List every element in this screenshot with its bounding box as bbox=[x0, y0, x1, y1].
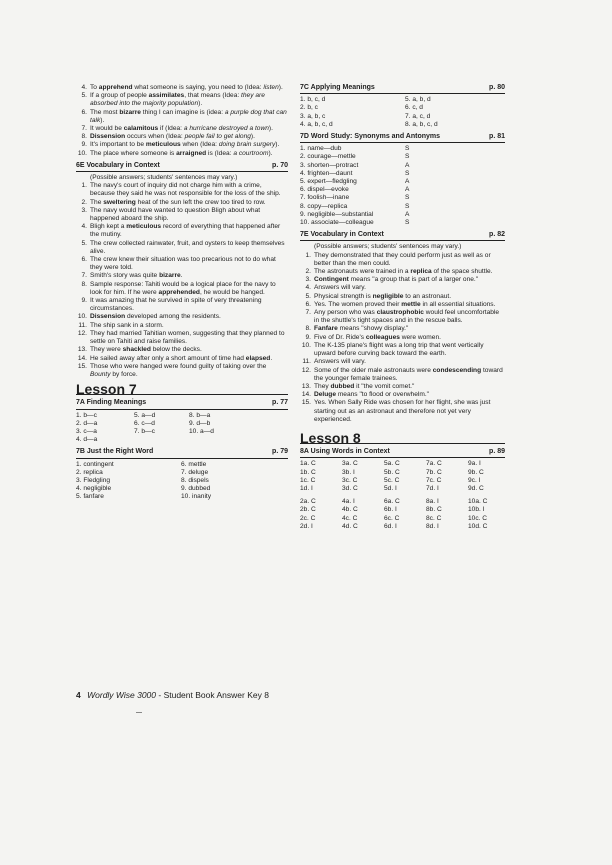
item-text: Answers will vary. bbox=[314, 284, 366, 292]
page-number: 4 bbox=[76, 690, 81, 700]
section-title: 6E Vocabulary in Context bbox=[76, 161, 160, 169]
table-cell: 1. name—dub bbox=[300, 145, 342, 153]
table-cell: 4. negligible bbox=[76, 485, 112, 493]
table-cell: 4d. C bbox=[342, 522, 358, 530]
list-item bbox=[76, 199, 288, 207]
item-number: 2. bbox=[81, 198, 87, 206]
item-number: 11. bbox=[78, 321, 87, 329]
table-cell: 5c. C bbox=[384, 476, 400, 484]
item-text: Yes. When Sally Ride was chosen for her flight, she was just starting out as an astronaut and therefore not yet very experienced. bbox=[314, 399, 491, 423]
section-note: (Possible answers; students' sentences may vary.) bbox=[314, 243, 462, 251]
table-cell: 7. a, c, d bbox=[405, 112, 431, 120]
section-7e-list bbox=[300, 252, 505, 424]
table-cell: S bbox=[405, 219, 410, 227]
item-text: Deluge means "to flood or overwhelm." bbox=[314, 391, 429, 399]
table-cell: 9b. C bbox=[468, 468, 484, 476]
table-cell: 1a. C bbox=[300, 460, 316, 468]
item-number: 1. bbox=[81, 182, 87, 190]
table-cell: A bbox=[405, 186, 410, 194]
table-cell: 7. foolish—inane bbox=[300, 194, 350, 202]
table-row bbox=[300, 178, 425, 186]
table-row bbox=[76, 469, 261, 477]
item-number: 9. bbox=[305, 333, 311, 341]
section-7d-header bbox=[300, 133, 505, 143]
table-row bbox=[76, 477, 261, 485]
section-title: 8A Using Words in Context bbox=[300, 448, 390, 456]
section-title: 7B Just the Right Word bbox=[76, 448, 154, 456]
table-cell: 7d. I bbox=[426, 484, 439, 492]
item-text: It would be calamitous if (Idea: a hurricane destroyed a town). bbox=[90, 125, 273, 133]
book-title: Wordly Wise 3000 bbox=[87, 690, 157, 700]
item-text: The navy's court of inquiry did not charge him with a crime, because they said he was not responsible for the loss of the ship. bbox=[90, 182, 281, 198]
table-row bbox=[300, 145, 425, 153]
table-cell: 2. b, c bbox=[300, 104, 318, 112]
table-row bbox=[300, 113, 485, 121]
table-cell: S bbox=[405, 145, 410, 153]
table-cell: 6. mettle bbox=[181, 460, 207, 468]
list-item bbox=[76, 313, 288, 321]
item-number: 10. bbox=[77, 313, 87, 321]
table-row bbox=[300, 121, 485, 129]
table-cell: S bbox=[405, 153, 410, 161]
table-row bbox=[300, 219, 425, 227]
item-number: 2. bbox=[305, 268, 311, 276]
item-number: 12. bbox=[301, 366, 311, 374]
section-7e-header bbox=[300, 231, 505, 241]
table-row bbox=[76, 420, 239, 428]
list-item bbox=[76, 92, 288, 108]
list-item bbox=[76, 84, 288, 92]
table-row bbox=[300, 170, 425, 178]
footer-subtitle: - Student Book Answer Key 8 bbox=[156, 690, 269, 700]
table-cell: 3. c—a bbox=[76, 427, 97, 435]
table-cell: 1b. C bbox=[300, 468, 316, 476]
page-footer bbox=[76, 690, 269, 700]
item-number: 9. bbox=[81, 141, 87, 149]
item-text: Sample response: Tahiti would be a logical place for the navy to look for him. If he were apprehended, he would be hanged. bbox=[90, 280, 276, 296]
list-item bbox=[300, 276, 505, 284]
table-cell: 10d. C bbox=[468, 522, 488, 530]
item-number: 6. bbox=[81, 108, 87, 116]
section-page: p. 79 bbox=[272, 448, 288, 456]
item-number: 13. bbox=[301, 382, 311, 390]
table-cell: 3c. C bbox=[342, 476, 358, 484]
table-cell: 7b. C bbox=[426, 468, 442, 476]
table-cell: 7a. C bbox=[426, 460, 442, 468]
item-text: Bligh kept a meticulous record of everything that happened after the mutiny. bbox=[90, 223, 281, 239]
item-text: Dissension occurs when (Idea: people fail to get along). bbox=[90, 133, 255, 141]
section-8a-answers bbox=[300, 460, 502, 531]
table-row bbox=[76, 412, 239, 420]
item-number: 6. bbox=[81, 256, 87, 264]
list-item bbox=[300, 325, 505, 333]
table-cell: 1d. I bbox=[300, 484, 313, 492]
section-title: 7E Vocabulary in Context bbox=[300, 231, 384, 239]
table-cell: 8. a, b, c, d bbox=[405, 120, 438, 128]
table-cell: 3b. I bbox=[342, 468, 355, 476]
table-cell: 8d. I bbox=[426, 522, 439, 530]
item-number: 7. bbox=[81, 272, 87, 280]
table-row bbox=[300, 506, 502, 514]
table-cell: 9c. I bbox=[468, 476, 481, 484]
table-cell: 10b. I bbox=[468, 506, 485, 514]
table-cell: S bbox=[405, 169, 410, 177]
section-title: 7D Word Study: Synonyms and Antonyms bbox=[300, 133, 441, 141]
item-number: 13. bbox=[77, 346, 87, 354]
table-row bbox=[300, 485, 502, 493]
list-item bbox=[300, 367, 505, 383]
item-number: 7. bbox=[81, 125, 87, 133]
item-number: 3. bbox=[81, 206, 87, 214]
table-cell: 3a. C bbox=[342, 460, 358, 468]
table-cell: 5d. I bbox=[384, 484, 397, 492]
item-text: The K-135 plane's flight was a long trip that went vertically upward before curving back toward the earth. bbox=[314, 341, 484, 358]
table-cell: 4. d—a bbox=[76, 436, 98, 444]
item-text: They were shackled below the decks. bbox=[90, 346, 202, 354]
section-page: p. 77 bbox=[272, 399, 288, 407]
table-cell: 4b. C bbox=[342, 506, 358, 514]
table-cell: A bbox=[405, 210, 410, 218]
right-column bbox=[300, 84, 505, 531]
section-6e-header bbox=[76, 162, 288, 172]
item-text: He sailed away after only a short amount of time had elapsed. bbox=[90, 354, 273, 362]
item-text: Fanfare means "showy display." bbox=[314, 325, 409, 333]
table-cell: A bbox=[405, 161, 410, 169]
item-text: The place where someone is arraigned is (Idea: a courtroom). bbox=[90, 149, 273, 157]
table-cell: 1c. C bbox=[300, 476, 316, 484]
item-number: 1. bbox=[305, 251, 311, 259]
table-cell: 5. expert—fledgling bbox=[300, 178, 357, 186]
item-number: 4. bbox=[305, 284, 311, 292]
list-item bbox=[76, 125, 288, 133]
item-text: The crew collected rainwater, fruit, and oysters to keep themselves alive. bbox=[90, 239, 285, 255]
table-cell: 2. replica bbox=[76, 468, 103, 476]
item-text: Yes. The women proved their mettle in all essential situations. bbox=[314, 300, 496, 308]
item-number: 4. bbox=[81, 84, 87, 91]
table-cell: 5. a—d bbox=[134, 411, 156, 419]
list-item bbox=[76, 297, 288, 313]
lesson-7-title: Lesson 7 bbox=[76, 385, 288, 395]
table-cell: 10c. C bbox=[468, 514, 488, 522]
table-cell: 6a. C bbox=[384, 498, 400, 506]
table-cell: 7. b—c bbox=[134, 427, 155, 435]
table-cell: 2c. C bbox=[300, 514, 316, 522]
section-page: p. 80 bbox=[489, 84, 505, 91]
list-item bbox=[300, 391, 505, 399]
list-item bbox=[76, 363, 288, 379]
table-cell: 10. associate—colleague bbox=[300, 219, 374, 227]
item-text: Answers will vary. bbox=[314, 358, 366, 366]
item-text: Those who were hanged were found guilty of taking over the Bounty by force. bbox=[90, 362, 267, 378]
table-cell: 8. copy—replica bbox=[300, 202, 348, 210]
table-cell: 6. dispel—evoke bbox=[300, 186, 349, 194]
table-cell: 7. deluge bbox=[181, 468, 209, 476]
item-text: They had married Tahitian women, suggesting that they planned to settle on Tahiti and raise families. bbox=[90, 329, 285, 346]
list-item bbox=[76, 133, 288, 141]
section-7a-header bbox=[76, 399, 288, 409]
table-cell: 5. a, b, d bbox=[405, 96, 431, 104]
item-number: 10. bbox=[77, 149, 87, 157]
list-item bbox=[300, 268, 505, 276]
list-item bbox=[300, 252, 505, 268]
table-row bbox=[300, 498, 502, 506]
table-cell: 8a. I bbox=[426, 498, 439, 506]
item-number: 3. bbox=[305, 276, 311, 284]
list-item bbox=[76, 281, 288, 297]
table-row bbox=[300, 515, 502, 523]
list-item bbox=[76, 207, 288, 223]
table-cell bbox=[189, 436, 239, 444]
table-row bbox=[300, 211, 425, 219]
table-row bbox=[300, 203, 425, 211]
section-page: p. 82 bbox=[489, 231, 505, 239]
table-cell: S bbox=[405, 202, 410, 210]
table-row bbox=[300, 460, 502, 468]
list-item bbox=[300, 399, 505, 424]
section-page: p. 81 bbox=[489, 133, 505, 141]
table-cell: 6. c—d bbox=[134, 419, 155, 427]
table-row bbox=[300, 477, 502, 485]
table-row bbox=[300, 194, 425, 202]
table-cell: 4c. C bbox=[342, 514, 358, 522]
table-cell: 5b. C bbox=[384, 468, 400, 476]
section-7a-answers bbox=[76, 412, 239, 445]
table-cell: 8. b—a bbox=[189, 411, 211, 419]
item-text: Five of Dr. Ride's colleagues were women. bbox=[314, 333, 441, 341]
table-cell: 5a. C bbox=[384, 460, 400, 468]
table-cell: 10. inanity bbox=[181, 493, 212, 501]
item-number: 7. bbox=[305, 309, 311, 317]
section-7b-answers bbox=[76, 461, 261, 502]
lesson6-d-list bbox=[76, 84, 288, 158]
section-7c-header bbox=[300, 84, 505, 94]
item-text: Dissension developed among the residents. bbox=[90, 313, 221, 321]
table-cell: 10a. C bbox=[468, 498, 488, 506]
list-item bbox=[300, 301, 505, 309]
item-text: They demonstrated that they could perform just as well as or better than the men could. bbox=[314, 251, 491, 267]
list-item bbox=[76, 240, 288, 256]
item-text: It was amazing that he survived in spite of very threatening circumstances. bbox=[90, 297, 262, 313]
table-cell: 4a. I bbox=[342, 498, 355, 506]
table-row bbox=[300, 162, 425, 170]
item-text: The navy would have wanted to question Bligh about what happened aboard the ship. bbox=[90, 206, 261, 223]
list-item bbox=[300, 309, 505, 325]
section-7d-answers bbox=[300, 145, 425, 227]
item-number: 5. bbox=[81, 92, 87, 100]
list-item bbox=[76, 346, 288, 354]
table-cell: 6b. I bbox=[384, 506, 397, 514]
list-item bbox=[300, 383, 505, 391]
section-7b-header bbox=[76, 448, 288, 458]
item-text: The crew knew their situation was too precarious not to do what they were told. bbox=[90, 256, 276, 272]
table-cell: 10. a—d bbox=[189, 427, 214, 435]
table-cell: 9. dubbed bbox=[181, 485, 211, 493]
list-item bbox=[300, 284, 505, 292]
table-cell: 6c. C bbox=[384, 514, 400, 522]
table-cell: 7c. C bbox=[426, 476, 442, 484]
item-number: 5. bbox=[81, 239, 87, 247]
item-number: 15. bbox=[77, 362, 87, 370]
item-number: 8. bbox=[305, 325, 311, 333]
table-row bbox=[300, 523, 502, 531]
item-number: 6. bbox=[305, 300, 311, 308]
table-cell: 2d. I bbox=[300, 522, 313, 530]
left-column bbox=[76, 84, 288, 502]
item-number: 14. bbox=[301, 391, 311, 399]
table-cell: 3. a, b, c bbox=[300, 112, 326, 120]
table-cell: 3d. C bbox=[342, 484, 358, 492]
table-row bbox=[76, 461, 261, 469]
table-row bbox=[76, 485, 261, 493]
list-item bbox=[76, 256, 288, 272]
stray-mark bbox=[136, 712, 142, 713]
table-row bbox=[300, 104, 485, 112]
item-text: Physical strength is negligible to an astronaut. bbox=[314, 292, 452, 300]
item-text: The most bizarre thing I can imagine is (idea: a purple dog that can talk). bbox=[90, 108, 287, 124]
table-cell: 1. b—c bbox=[76, 411, 97, 419]
item-number: 8. bbox=[81, 280, 87, 288]
table-row bbox=[76, 493, 261, 501]
table-cell: 9a. I bbox=[468, 460, 481, 468]
table-cell: 2. d—a bbox=[76, 419, 98, 427]
list-item bbox=[76, 330, 288, 346]
table-cell: 2a. C bbox=[300, 498, 316, 506]
item-number: 10. bbox=[301, 341, 311, 349]
item-text: The sweltering heat of the sun left the crew too tired to row. bbox=[90, 198, 266, 206]
item-number: 14. bbox=[77, 354, 87, 362]
table-cell: 9d. C bbox=[468, 484, 484, 492]
table-cell: A bbox=[405, 178, 410, 186]
list-item bbox=[76, 322, 288, 330]
section-note: (Possible answers; students' sentences may vary.) bbox=[90, 174, 238, 182]
item-text: The ship sank in a storm. bbox=[90, 321, 164, 329]
item-number: 12. bbox=[77, 329, 87, 337]
table-cell: 2b. C bbox=[300, 506, 316, 514]
lesson-8-title: Lesson 8 bbox=[300, 434, 505, 444]
list-item bbox=[300, 358, 505, 366]
list-item bbox=[300, 342, 505, 358]
table-cell: 1. b, c, d bbox=[300, 96, 326, 104]
table-row bbox=[300, 96, 485, 104]
section-title: 7C Applying Meanings bbox=[300, 84, 375, 91]
table-row bbox=[300, 186, 425, 194]
item-text: It's important to be meticulous when (Idea: doing brain surgery). bbox=[90, 141, 280, 149]
item-number: 15. bbox=[301, 399, 311, 407]
item-text: Some of the older male astronauts were condescending toward the younger female trainees. bbox=[314, 366, 503, 382]
section-8a-header bbox=[300, 448, 505, 458]
table-row bbox=[300, 153, 425, 161]
list-item bbox=[76, 150, 288, 158]
item-text: Smith's story was quite bizarre. bbox=[90, 272, 183, 280]
table-cell: 3. shorten—protract bbox=[300, 161, 359, 169]
table-cell: 1. contingent bbox=[76, 460, 114, 468]
list-item bbox=[76, 182, 288, 198]
item-text: Contingent means "a group that is part of a larger one." bbox=[314, 276, 479, 284]
table-cell: 8b. C bbox=[426, 506, 442, 514]
item-number: 8. bbox=[81, 133, 87, 141]
table-cell: 6. c, d bbox=[405, 104, 423, 112]
list-item bbox=[76, 355, 288, 363]
item-number: 9. bbox=[81, 297, 87, 305]
list-item bbox=[76, 272, 288, 280]
table-cell: 3. Fledgling bbox=[76, 476, 111, 484]
section-6e-list bbox=[76, 182, 288, 379]
table-cell: 6d. I bbox=[384, 522, 397, 530]
table-row bbox=[76, 436, 239, 444]
table-cell: 2. courage—mettle bbox=[300, 153, 356, 161]
section-page: p. 70 bbox=[272, 161, 288, 169]
table-cell: 4. frighten—daunt bbox=[300, 169, 353, 177]
list-item bbox=[76, 109, 288, 125]
section-page: p. 89 bbox=[489, 448, 505, 456]
table-cell: 9. negligible—substantial bbox=[300, 210, 374, 218]
table-row bbox=[300, 469, 502, 477]
item-number: 5. bbox=[305, 292, 311, 300]
table-cell: 8c. C bbox=[426, 514, 442, 522]
item-number: 4. bbox=[81, 223, 87, 231]
table-cell: 8. dispels bbox=[181, 476, 209, 484]
item-number: 11. bbox=[302, 358, 311, 366]
table-cell: 9. d—b bbox=[189, 419, 211, 427]
table-cell: 5. fanfare bbox=[76, 493, 104, 501]
item-text: The astronauts were trained in a replica of the space shuttle. bbox=[314, 268, 493, 276]
list-item bbox=[300, 293, 505, 301]
section-7c-answers bbox=[300, 96, 485, 129]
table-cell bbox=[134, 436, 189, 444]
table-cell: S bbox=[405, 194, 410, 202]
list-item bbox=[76, 141, 288, 149]
item-text: If a group of people assimilates, that means (Idea: they are absorbed into the majority population). bbox=[90, 92, 265, 108]
table-cell: 4. a, b, c, d bbox=[300, 120, 333, 128]
section-title: 7A Finding Meanings bbox=[76, 399, 147, 407]
item-text: To apprehend what someone is saying, you need to (Idea: listen). bbox=[90, 84, 283, 91]
table-row bbox=[76, 428, 239, 436]
item-text: Any person who was claustrophobic would feel uncomfortable in the shuttle's tight spaces and in the rescue balls. bbox=[314, 309, 500, 325]
list-item bbox=[300, 334, 505, 342]
list-item bbox=[76, 223, 288, 239]
item-text: They dubbed it "the vomit comet." bbox=[314, 382, 415, 390]
